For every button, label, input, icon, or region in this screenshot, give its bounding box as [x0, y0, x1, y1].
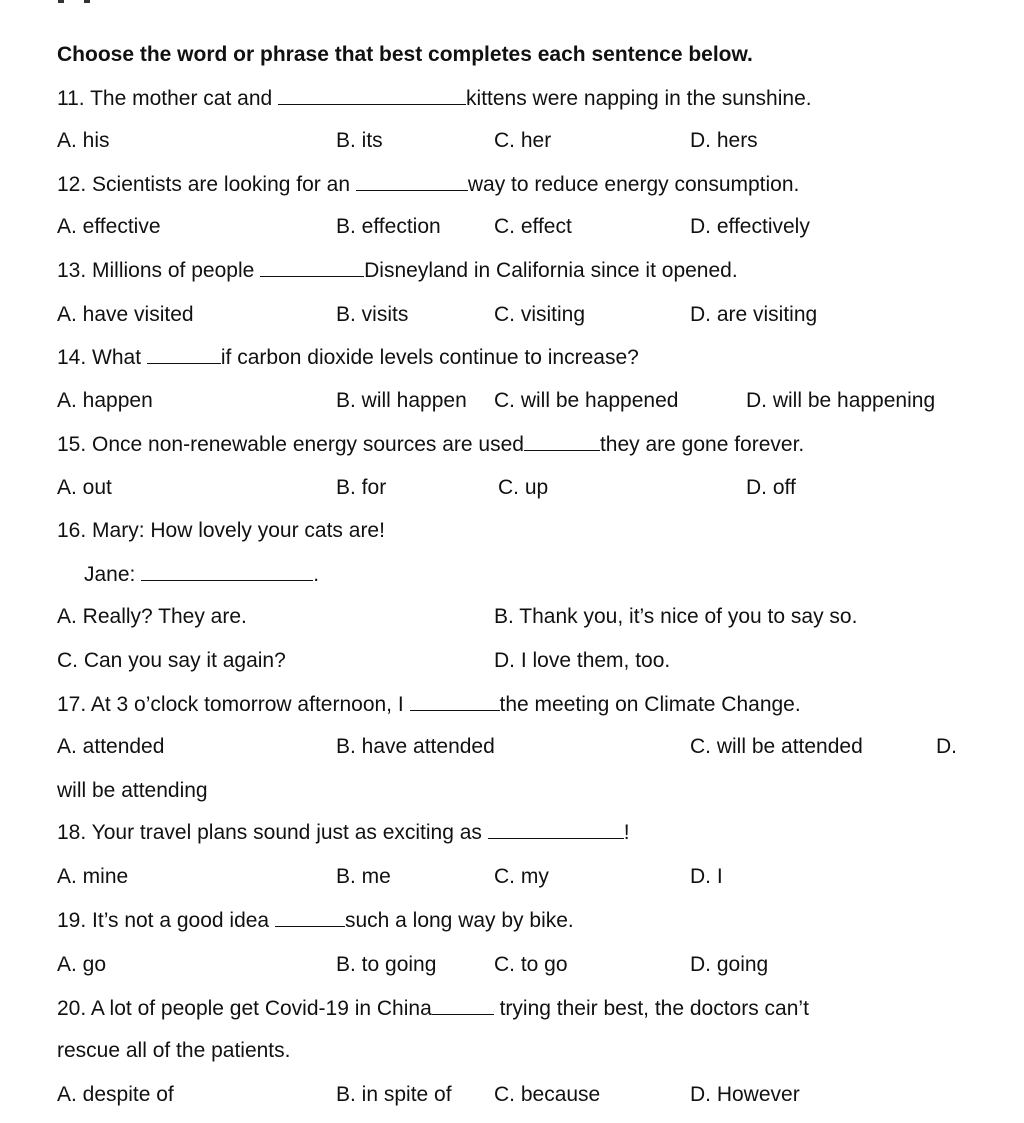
option-b: B. me — [336, 865, 391, 888]
answer-blank — [432, 996, 494, 1015]
option-b: B. for — [336, 476, 387, 499]
option-b: B. in spite of — [336, 1083, 452, 1106]
option-d: D. I — [690, 865, 723, 888]
question-20: 20. A lot of people get Covid-19 in China trying their best, the doctors can’t — [57, 997, 809, 1020]
option-c: C. to go — [494, 953, 568, 976]
question-16: 16. Mary: How lovely your cats are! — [57, 519, 385, 542]
option-a: A. mine — [57, 865, 129, 888]
option-b: B. effection — [336, 215, 441, 238]
option-d: D. going — [690, 953, 769, 976]
answer-blank — [488, 820, 624, 839]
option-a: A. have visited — [57, 303, 194, 326]
option-d: D. are visiting — [690, 303, 818, 326]
option-c: C. up — [498, 476, 549, 499]
option-d: D. However — [690, 1083, 800, 1106]
option-d: D. hers — [690, 129, 758, 152]
option-b: B. will happen — [336, 389, 467, 412]
instruction: Choose the word or phrase that best completes each sentence below. — [57, 43, 753, 66]
option-a: A. Really? They are. — [57, 605, 247, 628]
answer-blank — [141, 562, 313, 581]
option-a: A. attended — [57, 735, 165, 758]
top-edge-mark — [84, 0, 90, 3]
option-a: A. go — [57, 953, 107, 976]
question-19: 19. It’s not a good idea such a long way by bike. — [57, 909, 574, 932]
option-c: C. will be happened — [494, 389, 679, 412]
answer-blank — [410, 692, 500, 711]
answer-blank — [260, 258, 364, 277]
option-d: D. — [936, 735, 957, 758]
answer-blank — [524, 432, 600, 451]
option-b: B. its — [336, 129, 383, 152]
option-c: C. visiting — [494, 303, 586, 326]
option-d: D. I love them, too. — [494, 649, 671, 672]
answer-blank — [356, 172, 468, 191]
option-d-continued: will be attending — [57, 779, 208, 802]
question-18: 18. Your travel plans sound just as exciting as ! — [57, 821, 630, 844]
option-c: C. her — [494, 129, 552, 152]
option-c: C. effect — [494, 215, 572, 238]
question-16-reply: Jane: . — [84, 563, 320, 586]
question-11: 11. The mother cat and kittens were napping in the sunshine. — [57, 87, 812, 110]
option-a: A. despite of — [57, 1083, 174, 1106]
option-d: D. effectively — [690, 215, 810, 238]
option-b: B. have attended — [336, 735, 495, 758]
option-a: A. happen — [57, 389, 153, 412]
option-c: C. will be attended — [690, 735, 863, 758]
option-d: D. will be happening — [746, 389, 936, 412]
option-a: A. his — [57, 129, 110, 152]
option-b: B. to going — [336, 953, 437, 976]
question-20-continued: rescue all of the patients. — [57, 1039, 291, 1062]
option-c: C. my — [494, 865, 549, 888]
question-15: 15. Once non-renewable energy sources are used they are gone forever. — [57, 433, 805, 456]
option-b: B. Thank you, it’s nice of you to say so. — [494, 605, 858, 628]
option-b: B. visits — [336, 303, 409, 326]
top-edge-mark — [58, 0, 64, 3]
answer-blank — [275, 908, 345, 927]
question-17: 17. At 3 o’clock tomorrow afternoon, I the meeting on Climate Change. — [57, 693, 801, 716]
question-13: 13. Millions of people Disneyland in California since it opened. — [57, 259, 738, 282]
option-a: A. out — [57, 476, 112, 499]
option-a: A. effective — [57, 215, 161, 238]
answer-blank — [147, 345, 221, 364]
option-c: C. Can you say it again? — [57, 649, 286, 672]
answer-blank — [278, 86, 466, 105]
option-c: C. because — [494, 1083, 601, 1106]
option-d: D. off — [746, 476, 796, 499]
question-12: 12. Scientists are looking for an way to reduce energy consumption. — [57, 173, 800, 196]
question-14: 14. What if carbon dioxide levels continue to increase? — [57, 346, 639, 369]
